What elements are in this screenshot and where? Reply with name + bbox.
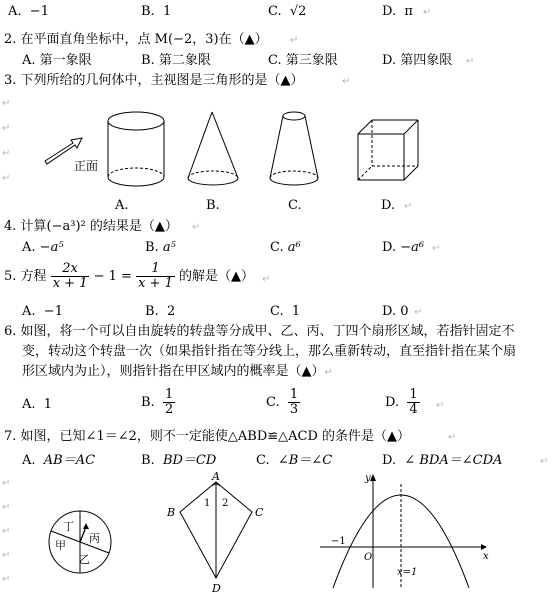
y-axis-arrow-icon — [370, 474, 376, 481]
option-key: B. — [141, 395, 155, 410]
return-mark: ↵ — [262, 274, 271, 285]
question-number: 3. — [4, 73, 17, 88]
q6-option-d — [385, 388, 420, 417]
option-key: D. — [385, 395, 400, 410]
return-mark: ↵ — [414, 307, 423, 318]
q2-stem — [4, 32, 268, 48]
option-key: C. — [266, 395, 280, 410]
option-key: D. — [382, 240, 397, 255]
question-number: 4. — [4, 219, 17, 234]
q1-option-c — [268, 4, 306, 20]
option-key: C. — [268, 53, 282, 68]
cylinder-figure — [108, 112, 164, 186]
pointer-arrow-icon — [83, 523, 89, 529]
option-value: 1 — [291, 304, 301, 319]
q2-option-a — [22, 53, 92, 69]
option-key: B. — [145, 240, 159, 255]
q3-label-c: C. — [288, 198, 302, 213]
origin-label: O — [364, 552, 373, 563]
option-key: B. — [145, 304, 159, 319]
return-mark: ↵ — [404, 201, 413, 212]
return-mark: ↵ — [192, 222, 201, 233]
return-mark: ↵ — [324, 367, 333, 378]
option-value: √2 — [289, 4, 307, 19]
return-mark: ↵ — [342, 76, 351, 87]
q6-line1 — [4, 324, 515, 340]
fraction-rhs — [136, 262, 175, 291]
return-mark: ↵ — [448, 432, 457, 443]
option-key: A. — [8, 4, 22, 19]
return-mark: ↵ — [432, 243, 441, 254]
question-number: 6. — [4, 324, 17, 339]
q5-stem — [4, 262, 254, 291]
option-value: a⁶ — [287, 240, 301, 255]
axis-label: y — [365, 473, 371, 484]
question-text: 的解是（▲） — [178, 269, 254, 284]
q4-option-b — [145, 240, 176, 256]
q6-option-a — [22, 397, 52, 413]
return-mark: ↵ — [2, 574, 11, 585]
option-value: 第二象限 — [158, 53, 211, 68]
option-key: B. — [141, 53, 155, 68]
return-mark: ↵ — [2, 478, 11, 489]
fraction — [407, 388, 419, 417]
fraction — [163, 388, 175, 417]
option-key: D. — [382, 53, 397, 68]
q4-option-c — [270, 240, 301, 256]
numerator: 1 — [409, 387, 418, 402]
option-value: 1 — [43, 397, 53, 412]
numerator: 1 — [136, 262, 175, 277]
denominator: 3 — [289, 402, 299, 417]
parabola-graph — [315, 472, 495, 590]
denominator: x + 1 — [52, 276, 88, 291]
option-value: 第一象限 — [39, 53, 92, 68]
option-key: C. — [270, 240, 284, 255]
return-mark: ↵ — [423, 7, 432, 18]
option-value: −a⁶ — [400, 240, 425, 255]
option-value: −1 — [43, 304, 63, 319]
option-key: A. — [22, 304, 36, 319]
question-text: 计算(−a³)² 的结果是（▲） — [20, 219, 178, 234]
fraction-lhs — [51, 262, 90, 291]
vertex-label: D — [212, 582, 221, 593]
q3-label-d: D. — [381, 198, 396, 213]
option-key: C. — [270, 304, 284, 319]
numerator: 1 — [164, 387, 174, 402]
option-key: D. — [382, 304, 397, 319]
question-text: 在平面直角坐标中，点 M(−2，3)在（▲） — [20, 32, 268, 47]
return-mark: ↵ — [290, 35, 299, 46]
q7-option-c — [256, 453, 332, 469]
kite-figure — [160, 472, 270, 592]
return-mark: ↵ — [2, 98, 11, 109]
option-key: A. — [22, 397, 36, 412]
option-value: 0 — [400, 304, 409, 319]
question-number: 2. — [4, 32, 17, 47]
axis-label: x — [483, 551, 489, 562]
q4-option-d — [382, 240, 424, 256]
q1-option-d — [382, 4, 413, 20]
root-label: −1 — [331, 536, 346, 547]
q3-label-a: A. — [115, 198, 129, 213]
x-axis-arrow-icon — [481, 544, 487, 550]
option-key: B. — [141, 4, 155, 19]
q3-stem — [4, 73, 304, 89]
option-value: 第四象限 — [400, 53, 453, 68]
q5-option-d — [382, 304, 409, 320]
q5-option-b — [145, 304, 175, 320]
return-mark: ↵ — [2, 173, 11, 184]
symmetry-label: x=1 — [397, 567, 418, 578]
option-value: 1 — [162, 4, 172, 19]
q2-option-c — [268, 53, 338, 69]
q6-line3 — [22, 364, 333, 381]
option-value: 2 — [166, 304, 176, 319]
return-mark: ↵ — [2, 123, 11, 134]
spinner-figure — [45, 505, 125, 585]
question-text: 下列所给的几何体中，主视图是三角形的是（▲） — [20, 73, 304, 88]
return-mark: ↵ — [2, 502, 11, 513]
q7-stem — [4, 429, 410, 445]
q6-option-c — [266, 388, 300, 417]
angle-label: 2 — [222, 498, 229, 509]
option-value: AB＝AC — [43, 453, 96, 468]
q5-option-c — [270, 304, 300, 320]
question-text: 形区域内为止），则指针指在甲区域内的概率是（▲） — [22, 364, 325, 379]
sector-label: 丙 — [89, 532, 100, 545]
q7-option-a — [22, 453, 95, 469]
option-key: D. — [382, 4, 397, 19]
option-key: A. — [22, 240, 36, 255]
numerator: 1 — [289, 387, 299, 402]
numerator: 2x — [51, 262, 90, 277]
vertex-label: C — [255, 506, 264, 519]
option-key: D. — [382, 453, 397, 468]
option-value: −1 — [29, 4, 49, 19]
option-key: C. — [256, 453, 270, 468]
question-number: 7. — [4, 429, 17, 444]
q6-option-b — [141, 388, 175, 417]
option-value: BD＝CD — [162, 453, 217, 468]
option-value: π — [404, 4, 413, 19]
option-value: ∠B＝∠C — [277, 453, 333, 468]
equation-middle: − 1 = — [93, 269, 132, 284]
cube-figure — [358, 120, 418, 180]
q6-line2: 变，转动这个转盘一次（如果指针指在等分线上，那么重新转动，直至指针指在某个扇 — [22, 344, 517, 359]
return-mark: ↵ — [466, 56, 475, 67]
question-text: 如图，已知∠1＝∠2，则不一定能使△ABD≌△ACD 的条件是（▲） — [20, 429, 411, 444]
q4-stem — [4, 219, 178, 235]
q2-option-d — [382, 53, 452, 69]
question-number: 5. — [4, 269, 17, 284]
q1-option-a — [8, 4, 49, 20]
question-text: 方程 — [20, 269, 47, 284]
return-mark: ↵ — [2, 526, 11, 537]
angle-label: 1 — [204, 498, 211, 509]
return-mark: ↵ — [2, 550, 11, 561]
q7-option-d — [382, 453, 502, 469]
q1-option-b — [141, 4, 171, 20]
vertex-label: B — [167, 506, 176, 519]
denominator: x + 1 — [138, 276, 173, 291]
q3-label-b: B. — [206, 198, 220, 213]
cone-figure — [188, 112, 238, 185]
question-text: 如图，将一个可以自由旋转的转盘等分成甲、乙、丙、丁四个扇形区域，若指针固定不 — [20, 324, 515, 339]
vertex-label: A — [212, 470, 220, 483]
sector-label: 甲 — [55, 539, 66, 552]
option-value: ∠ BDA＝∠CDA — [404, 453, 503, 468]
q2-option-b — [141, 53, 211, 69]
denominator: 2 — [164, 402, 174, 417]
option-key: B. — [141, 453, 155, 468]
return-mark: ↵ — [436, 400, 445, 411]
q7-option-b — [141, 453, 216, 469]
arrow-label: 正面 — [74, 159, 99, 173]
option-key: C. — [268, 4, 282, 19]
sector-label: 丁 — [63, 520, 74, 533]
q4-option-a — [22, 240, 64, 256]
q5-option-a — [22, 304, 63, 320]
spinner-pointer — [80, 527, 86, 542]
option-value: −a⁵ — [39, 240, 64, 255]
denominator: 4 — [409, 402, 418, 417]
fraction — [288, 388, 300, 417]
option-key: A. — [22, 453, 36, 468]
return-mark: ↵ — [540, 456, 549, 467]
option-key: A. — [22, 53, 36, 68]
sector-label: 乙 — [79, 553, 90, 566]
option-value: a⁵ — [162, 240, 176, 255]
return-mark: ↵ — [2, 148, 11, 159]
frustum-figure — [270, 112, 318, 185]
option-value: 第三象限 — [285, 53, 338, 68]
